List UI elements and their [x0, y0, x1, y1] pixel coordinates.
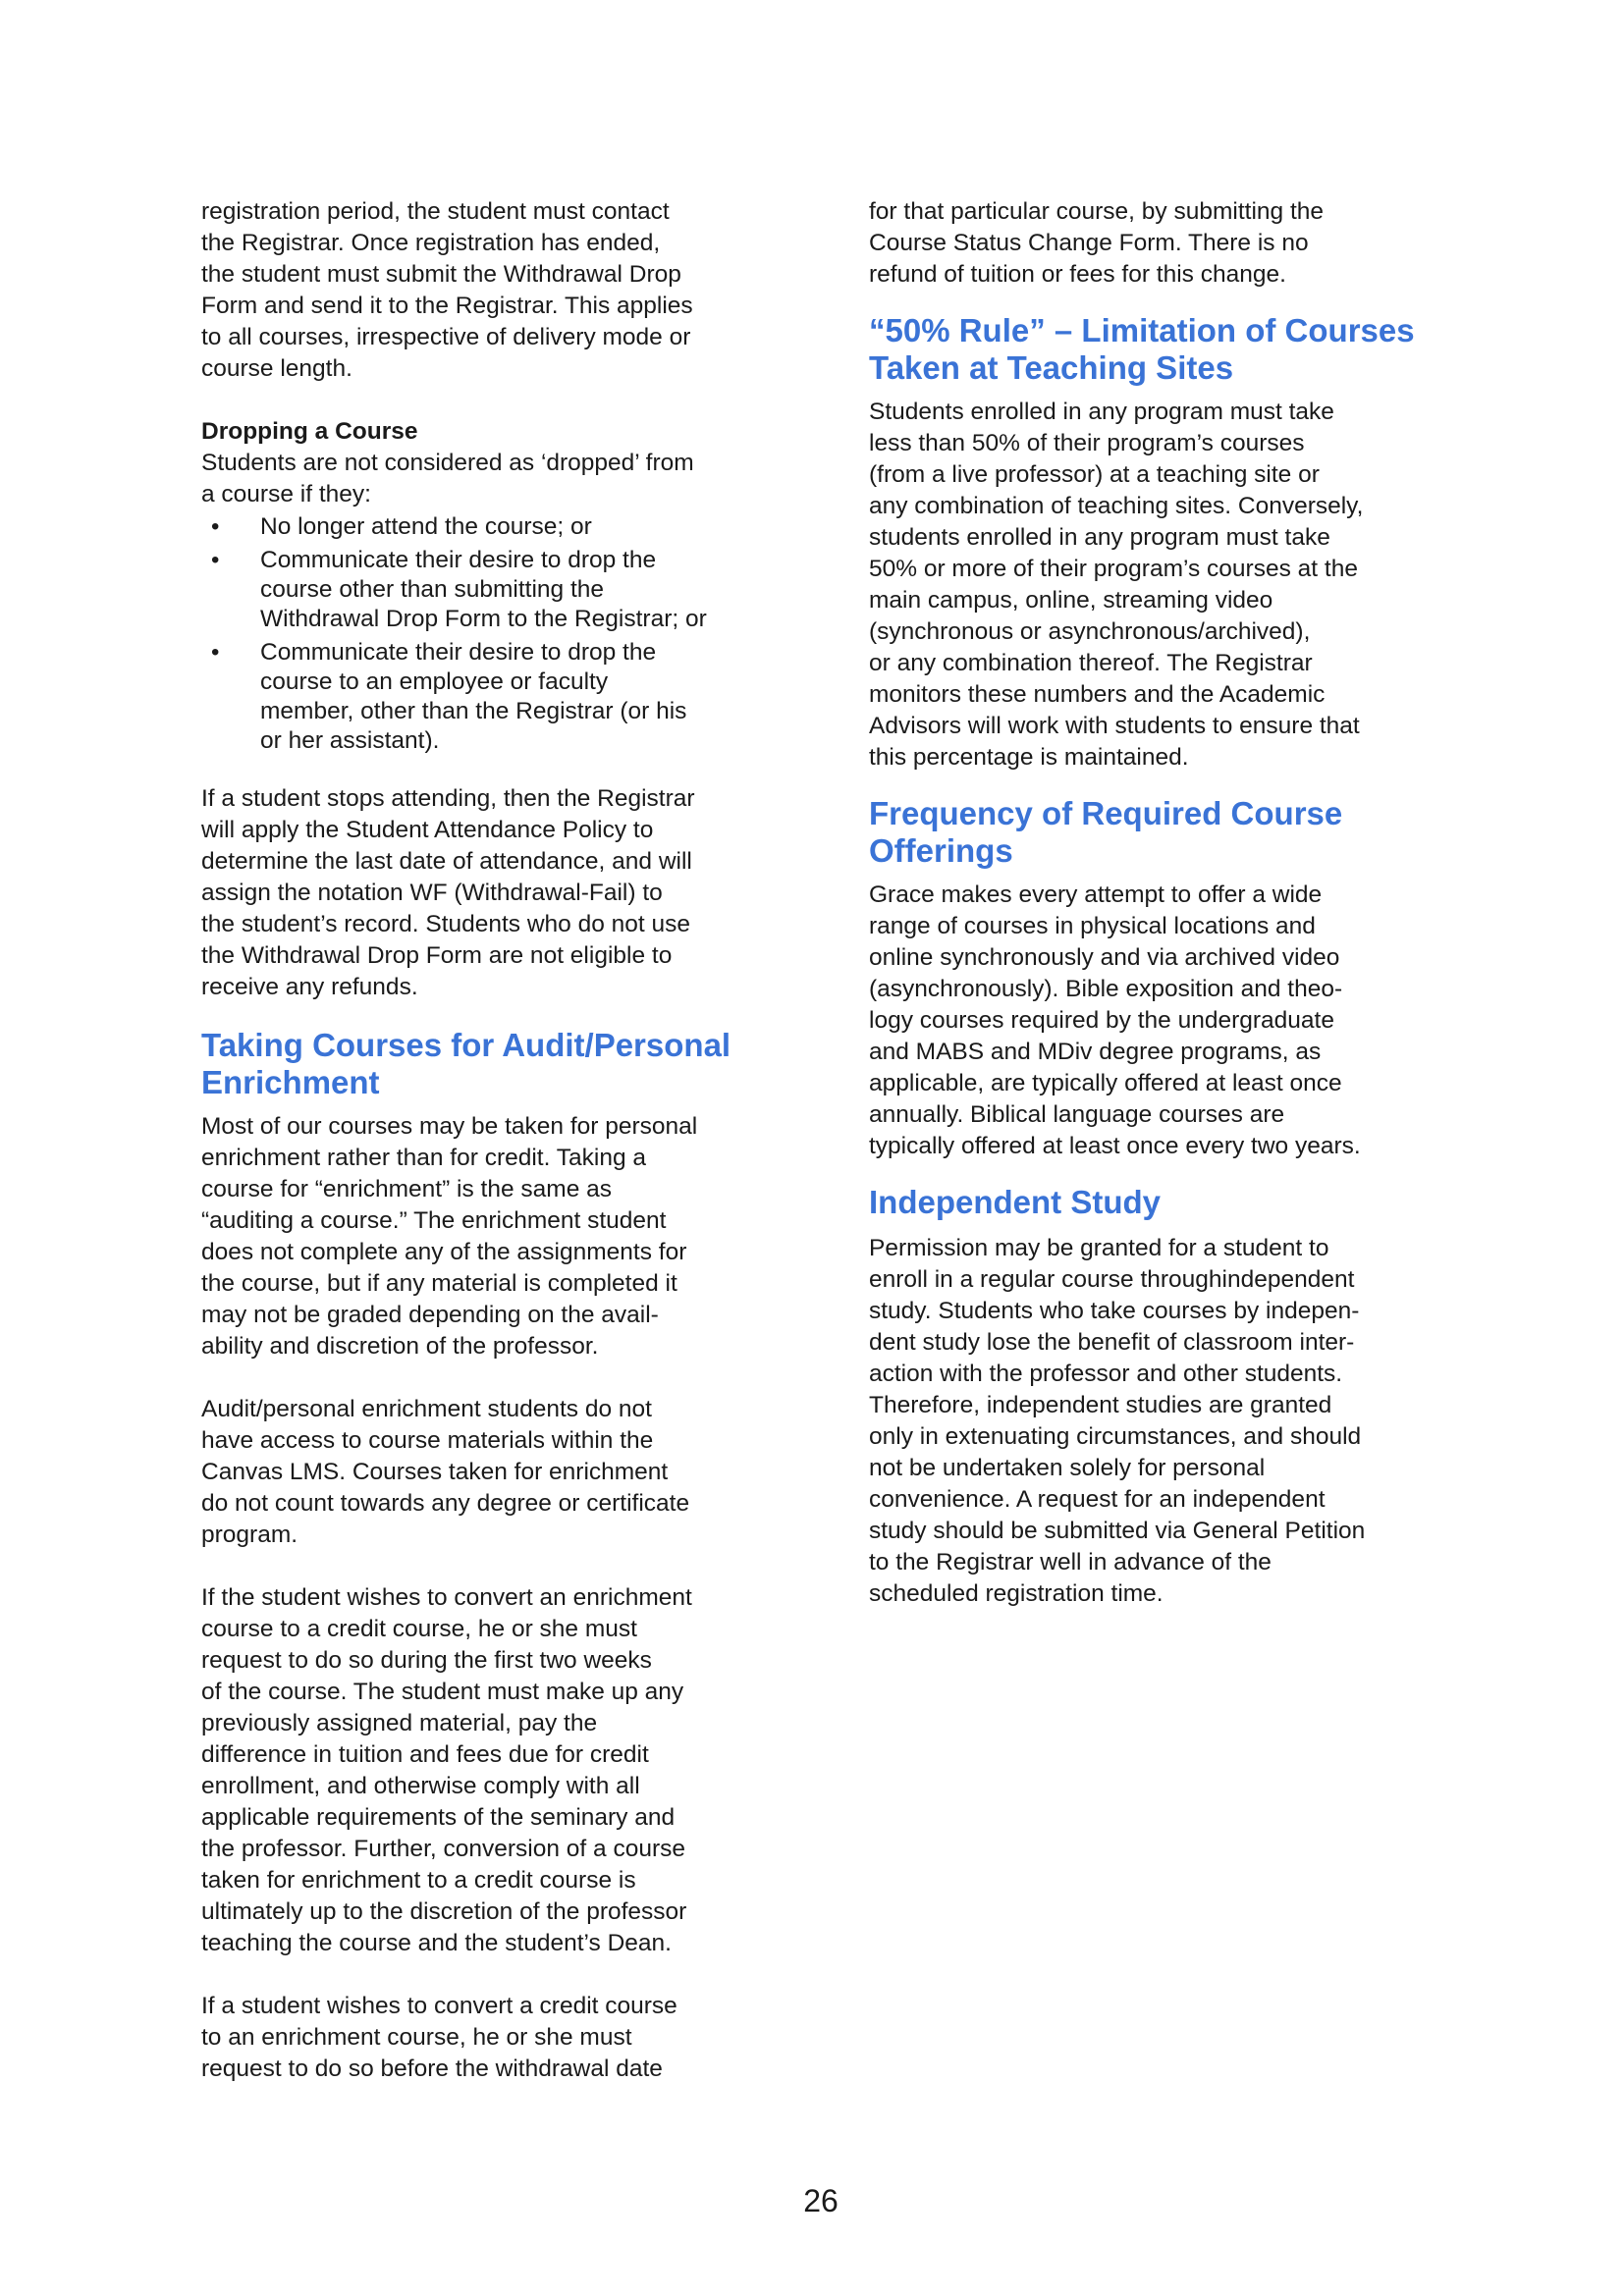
page-number: 26 [803, 2183, 839, 2218]
text-line: online synchronously and via archived video [869, 944, 1340, 971]
text-line: less than 50% of their program’s courses [869, 430, 1305, 456]
paragraph-registration [201, 196, 771, 385]
text-line: teaching the course and the student’s Dean. [201, 1930, 672, 1956]
list-item [201, 638, 771, 756]
text-line: enrollment, and otherwise comply with all [201, 1773, 640, 1799]
text-line: request to do so before the withdrawal date [201, 2056, 663, 2082]
text-line: not be undertaken solely for personal [869, 1455, 1266, 1481]
heading-line: Independent Study [869, 1184, 1161, 1220]
text-line: ultimately up to the discretion of the professor [201, 1898, 687, 1925]
text-line: study should be submitted via General Petition [869, 1518, 1366, 1544]
paragraph-fifty-percent [869, 397, 1438, 774]
dropping-course-heading: Dropping a Course [201, 418, 418, 445]
right-column [869, 196, 1438, 1610]
text-line: Canvas LMS. Courses taken for enrichment [201, 1459, 669, 1485]
bullet-icon: • [211, 513, 220, 540]
text-line: No longer attend the course; or [260, 513, 592, 540]
text-line: students enrolled in any program must take [869, 524, 1330, 551]
bullet-icon: • [211, 547, 220, 573]
text-line: the Registrar. Once registration has ended, [201, 230, 661, 256]
heading-line: “50% Rule” – Limitation of Courses [869, 312, 1415, 348]
text-line: Students are not considered as ‘dropped’ from [201, 450, 694, 476]
paragraph-attendance [201, 783, 771, 1003]
text-line: enrichment rather than for credit. Taking a [201, 1145, 647, 1171]
text-line: previously assigned material, pay the [201, 1710, 598, 1736]
text-line: annually. Biblical language courses are [869, 1101, 1285, 1128]
text-line: will apply the Student Attendance Policy to [201, 817, 654, 843]
text-line: Grace makes every attempt to offer a wide [869, 881, 1323, 908]
text-line: to the Registrar well in advance of the [869, 1549, 1272, 1575]
text-line: ability and discretion of the professor. [201, 1333, 599, 1360]
text-line: Course Status Change Form. There is no [869, 230, 1309, 256]
text-line: program. [201, 1522, 298, 1548]
paragraph-dropping-intro [201, 448, 771, 510]
text-line: course length. [201, 355, 352, 382]
paragraph-frequency [869, 880, 1438, 1162]
heading-line: Enrichment [201, 1064, 380, 1100]
text-line: applicable requirements of the seminary and [201, 1804, 676, 1831]
heading-line: Taking Courses for Audit/Personal [201, 1027, 731, 1063]
text-line: course to a credit course, he or she must [201, 1616, 637, 1642]
text-line: course to an employee or faculty [260, 668, 609, 695]
text-line: do not count towards any degree or certificate [201, 1490, 690, 1517]
text-line: any combination of teaching sites. Conversely, [869, 493, 1364, 519]
text-line: the course, but if any material is completed it [201, 1270, 677, 1297]
text-line: of the course. The student must make up any [201, 1679, 684, 1705]
text-line: 50% or more of their program’s courses at the [869, 556, 1358, 582]
text-line: request to do so during the first two weeks [201, 1647, 652, 1674]
text-line: difference in tuition and fees due for credit [201, 1741, 649, 1768]
dropping-criteria-list [201, 512, 771, 756]
heading-line: Offerings [869, 832, 1013, 869]
text-line: typically offered at least once every two years. [869, 1133, 1361, 1159]
text-line: (synchronous or asynchronous/archived), [869, 618, 1311, 645]
text-line: the student must submit the Withdrawal Drop [201, 261, 681, 288]
text-line: Permission may be granted for a student to [869, 1235, 1329, 1261]
paragraph-canvas-access [201, 1394, 771, 1551]
text-line: If a student wishes to convert a credit course [201, 1993, 677, 2019]
list-item [201, 512, 771, 542]
text-line: convenience. A request for an independent [869, 1486, 1326, 1513]
text-line: range of courses in physical locations and [869, 913, 1316, 939]
text-line: Withdrawal Drop Form to the Registrar; or [260, 606, 707, 632]
text-line: the Withdrawal Drop Form are not eligible to [201, 942, 673, 969]
frequency-heading [869, 795, 1438, 870]
text-line: taken for enrichment to a credit course is [201, 1867, 636, 1894]
text-line: applicable, are typically offered at least once [869, 1070, 1342, 1096]
independent-study-heading [869, 1184, 1438, 1221]
text-line: enroll in a regular course throughindependent [869, 1266, 1355, 1293]
text-line: action with the professor and other students. [869, 1361, 1343, 1387]
fifty-percent-rule-heading [869, 312, 1438, 387]
text-line: registration period, the student must contact [201, 198, 670, 225]
text-line: to an enrichment course, he or she must [201, 2024, 632, 2051]
text-line: Students enrolled in any program must take [869, 399, 1334, 425]
bullet-icon: • [211, 639, 220, 666]
text-line: have access to course materials within the [201, 1427, 654, 1454]
text-line: course other than submitting the [260, 576, 605, 603]
text-line: determine the last date of attendance, and will [201, 848, 692, 875]
text-line: or her assistant). [260, 727, 440, 754]
heading-line: Frequency of Required Course [869, 795, 1343, 831]
text-line: monitors these numbers and the Academic [869, 681, 1326, 708]
text-line: and MABS and MDiv degree programs, as [869, 1039, 1322, 1065]
text-line: this percentage is maintained. [869, 744, 1189, 771]
paragraph-independent-study [869, 1233, 1438, 1610]
audit-enrichment-heading [201, 1027, 771, 1101]
left-column [201, 196, 771, 2085]
paragraph-status-change [869, 196, 1438, 291]
text-line: does not complete any of the assignments for [201, 1239, 687, 1265]
text-line: member, other than the Registrar (or his [260, 698, 687, 724]
text-line: only in extenuating circumstances, and should [869, 1423, 1362, 1450]
text-line: dent study lose the benefit of classroom inter- [869, 1329, 1355, 1356]
text-line: logy courses required by the undergraduate [869, 1007, 1334, 1034]
text-line: Communicate their desire to drop the [260, 547, 657, 573]
text-line: the student’s record. Students who do not use [201, 911, 691, 937]
text-line: Audit/personal enrichment students do not [201, 1396, 652, 1422]
paragraph-convert-to-enrichment [201, 1991, 771, 2085]
text-line: refund of tuition or fees for this change. [869, 261, 1286, 288]
text-line: may not be graded depending on the avail- [201, 1302, 659, 1328]
heading-line: Taken at Teaching Sites [869, 349, 1234, 386]
text-line: study. Students who take courses by indepen- [869, 1298, 1360, 1324]
text-line: main campus, online, streaming video [869, 587, 1273, 614]
list-item [201, 546, 771, 634]
text-line: to all courses, irrespective of delivery mode or [201, 324, 691, 350]
text-line: Form and send it to the Registrar. This applies [201, 293, 693, 319]
text-line: Most of our courses may be taken for personal [201, 1113, 698, 1140]
paragraph-enrichment [201, 1111, 771, 1362]
paragraph-convert-to-credit [201, 1582, 771, 1959]
text-line: the professor. Further, conversion of a course [201, 1836, 685, 1862]
text-line: Advisors will work with students to ensure that [869, 713, 1360, 739]
text-line: If a student stops attending, then the Registrar [201, 785, 695, 812]
text-line: for that particular course, by submitting the [869, 198, 1324, 225]
text-line: (from a live professor) at a teaching site or [869, 461, 1320, 488]
text-line: assign the notation WF (Withdrawal-Fail) to [201, 880, 663, 906]
text-line: If the student wishes to convert an enrichment [201, 1584, 692, 1611]
text-line: receive any refunds. [201, 974, 418, 1000]
text-line: “auditing a course.” The enrichment student [201, 1207, 667, 1234]
text-line: a course if they: [201, 481, 371, 507]
text-line: (asynchronously). Bible exposition and theo- [869, 976, 1343, 1002]
text-line: Communicate their desire to drop the [260, 639, 657, 666]
text-line: scheduled registration time. [869, 1580, 1164, 1607]
text-line: or any combination thereof. The Registrar [869, 650, 1313, 676]
text-line: Therefore, independent studies are granted [869, 1392, 1332, 1418]
text-line: course for “enrichment” is the same as [201, 1176, 613, 1202]
